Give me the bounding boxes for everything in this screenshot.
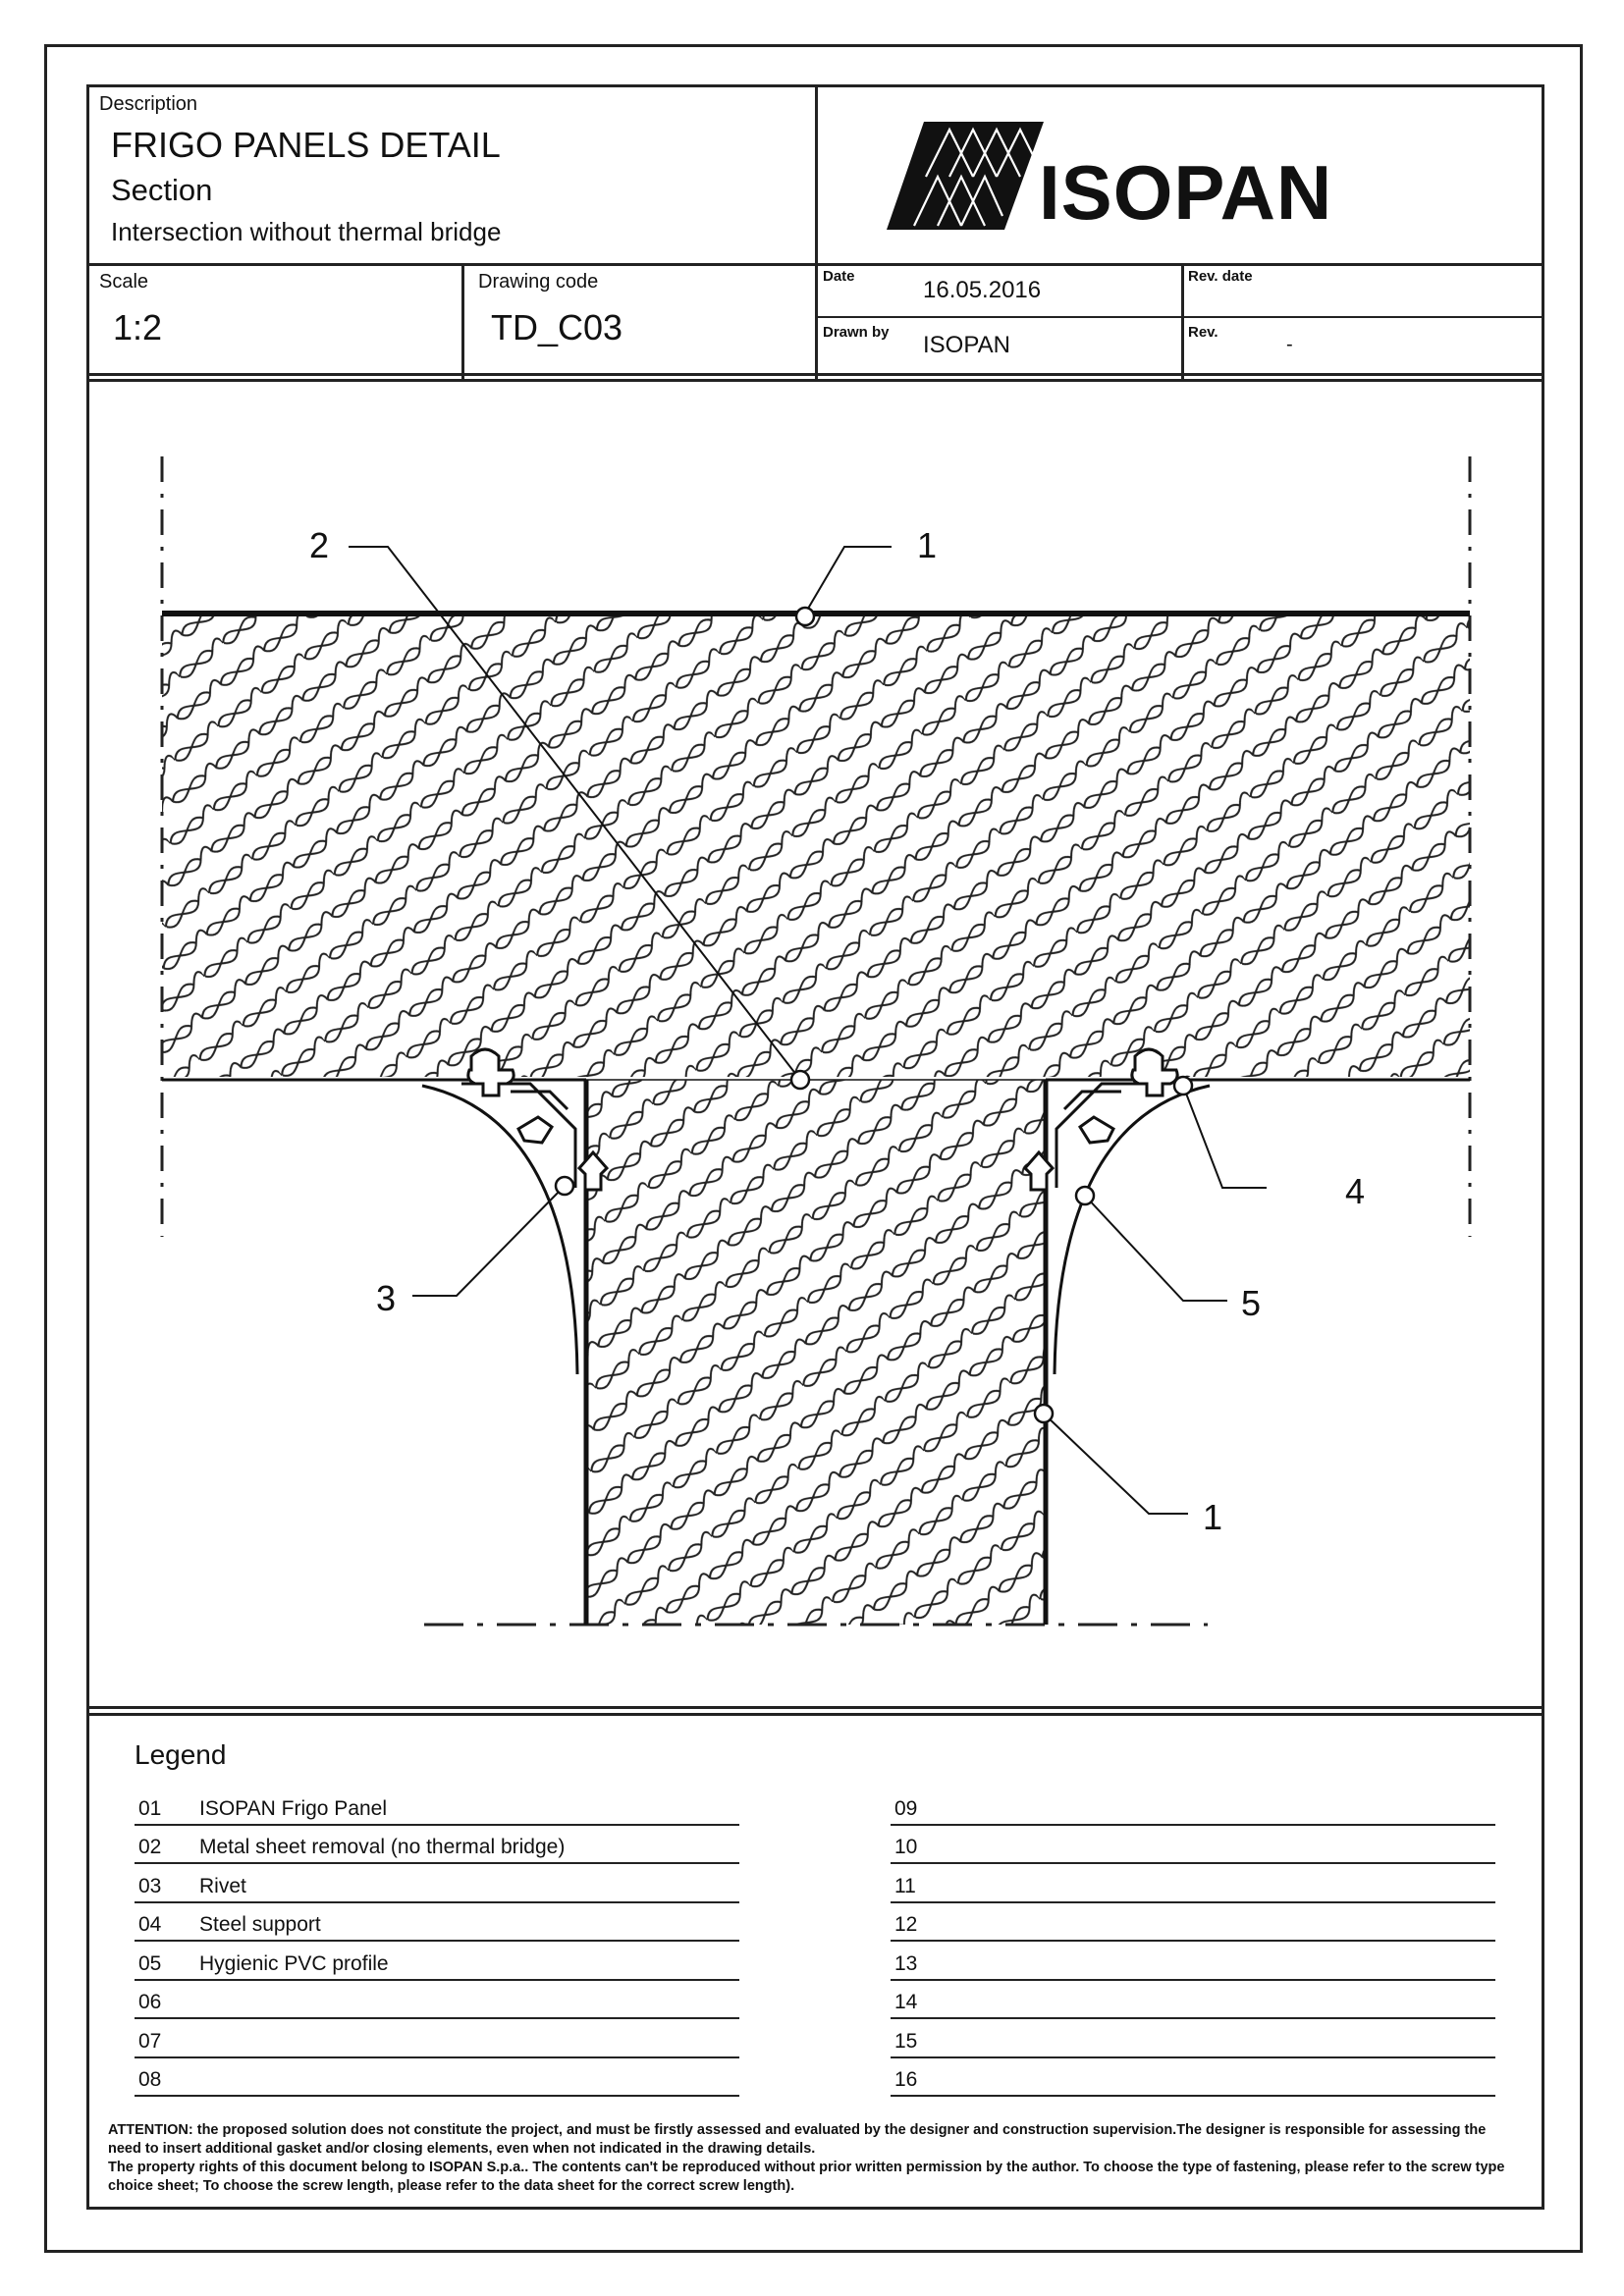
date-label: Date <box>823 268 855 285</box>
scale-label: Scale <box>99 271 149 293</box>
legend-item: 13 <box>891 1944 1495 1981</box>
drawn-by-label: Drawn by <box>823 324 890 341</box>
pvc-profile-right <box>1055 1086 1210 1374</box>
horizontal-panel-insulation <box>162 614 1470 1077</box>
legend-item: 08 <box>135 2059 739 2097</box>
drawing-subtitle: Section <box>111 173 213 207</box>
rev-label: Rev. <box>1188 324 1218 341</box>
date-value: 16.05.2016 <box>923 277 1042 303</box>
legend-item: 01 ISOPAN Frigo Panel <box>135 1789 739 1826</box>
drawing-detail: Intersection without thermal bridge <box>111 217 502 246</box>
attention-note: ATTENTION: the proposed solution does not constitute the project, and must be firstly assessed and evaluated by the designer and construction supervision.The designer is responsible for assessing the need to insert additional gasket and/or closing elements, even when not indicated in the drawing details. <box>108 2122 1487 2157</box>
callout-3: 3 <box>376 1278 397 1318</box>
steel-support-right <box>1056 1084 1170 1188</box>
legend-item: 03 Rivet <box>135 1866 739 1903</box>
description-label: Description <box>99 93 198 115</box>
legend-item: 05 Hygienic PVC profile <box>135 1944 739 1981</box>
legend-item: 11 <box>891 1866 1495 1903</box>
scale-value: 1:2 <box>113 307 163 347</box>
legend-top-line-2 <box>86 1713 1544 1716</box>
callout-2: 2 <box>309 525 330 565</box>
legend-item: 10 <box>891 1827 1495 1864</box>
legend-item: 09 <box>891 1789 1495 1826</box>
legend-top-line-1 <box>86 1706 1544 1709</box>
drawing-code-label: Drawing code <box>478 271 599 293</box>
brand-name: ISOPAN <box>1039 149 1333 236</box>
callout-5: 5 <box>1241 1283 1262 1323</box>
callout-1-top: 1 <box>917 525 938 565</box>
rev-date-label: Rev. date <box>1188 268 1253 285</box>
drawing-title: FRIGO PANELS DETAIL <box>111 125 501 165</box>
legend-item: 07 <box>135 2021 739 2058</box>
legend-item: 14 <box>891 1982 1495 2019</box>
drawing-code-value: TD_C03 <box>491 307 623 347</box>
pvc-profile-left <box>422 1086 577 1374</box>
legend-item: 15 <box>891 2021 1495 2058</box>
legend-title: Legend <box>135 1739 227 1770</box>
legend-item: 02 Metal sheet removal (no thermal bridge) <box>135 1827 739 1864</box>
steel-support-left <box>461 1084 575 1188</box>
legend-item: 06 <box>135 1982 739 2019</box>
vertical-panel-insulation <box>586 1080 1046 1625</box>
legend-item: 12 <box>891 1904 1495 1942</box>
legend-item: 16 <box>891 2059 1495 2097</box>
drawn-by-value: ISOPAN <box>923 332 1010 358</box>
callout-4: 4 <box>1345 1171 1366 1211</box>
legend-item: 04 Steel support <box>135 1904 739 1942</box>
rev-value: - <box>1286 334 1293 355</box>
property-note: The property rights of this document belong to ISOPAN S.p.a.. The contents can't be reproduced without prior written permission by the author. To choose the type of fastening, please refer to the screw type choice sheet; To choose the screw length, please refer to the data sheet for the correct screw length). <box>108 2160 1505 2194</box>
callout-1-bottom: 1 <box>1203 1497 1223 1537</box>
